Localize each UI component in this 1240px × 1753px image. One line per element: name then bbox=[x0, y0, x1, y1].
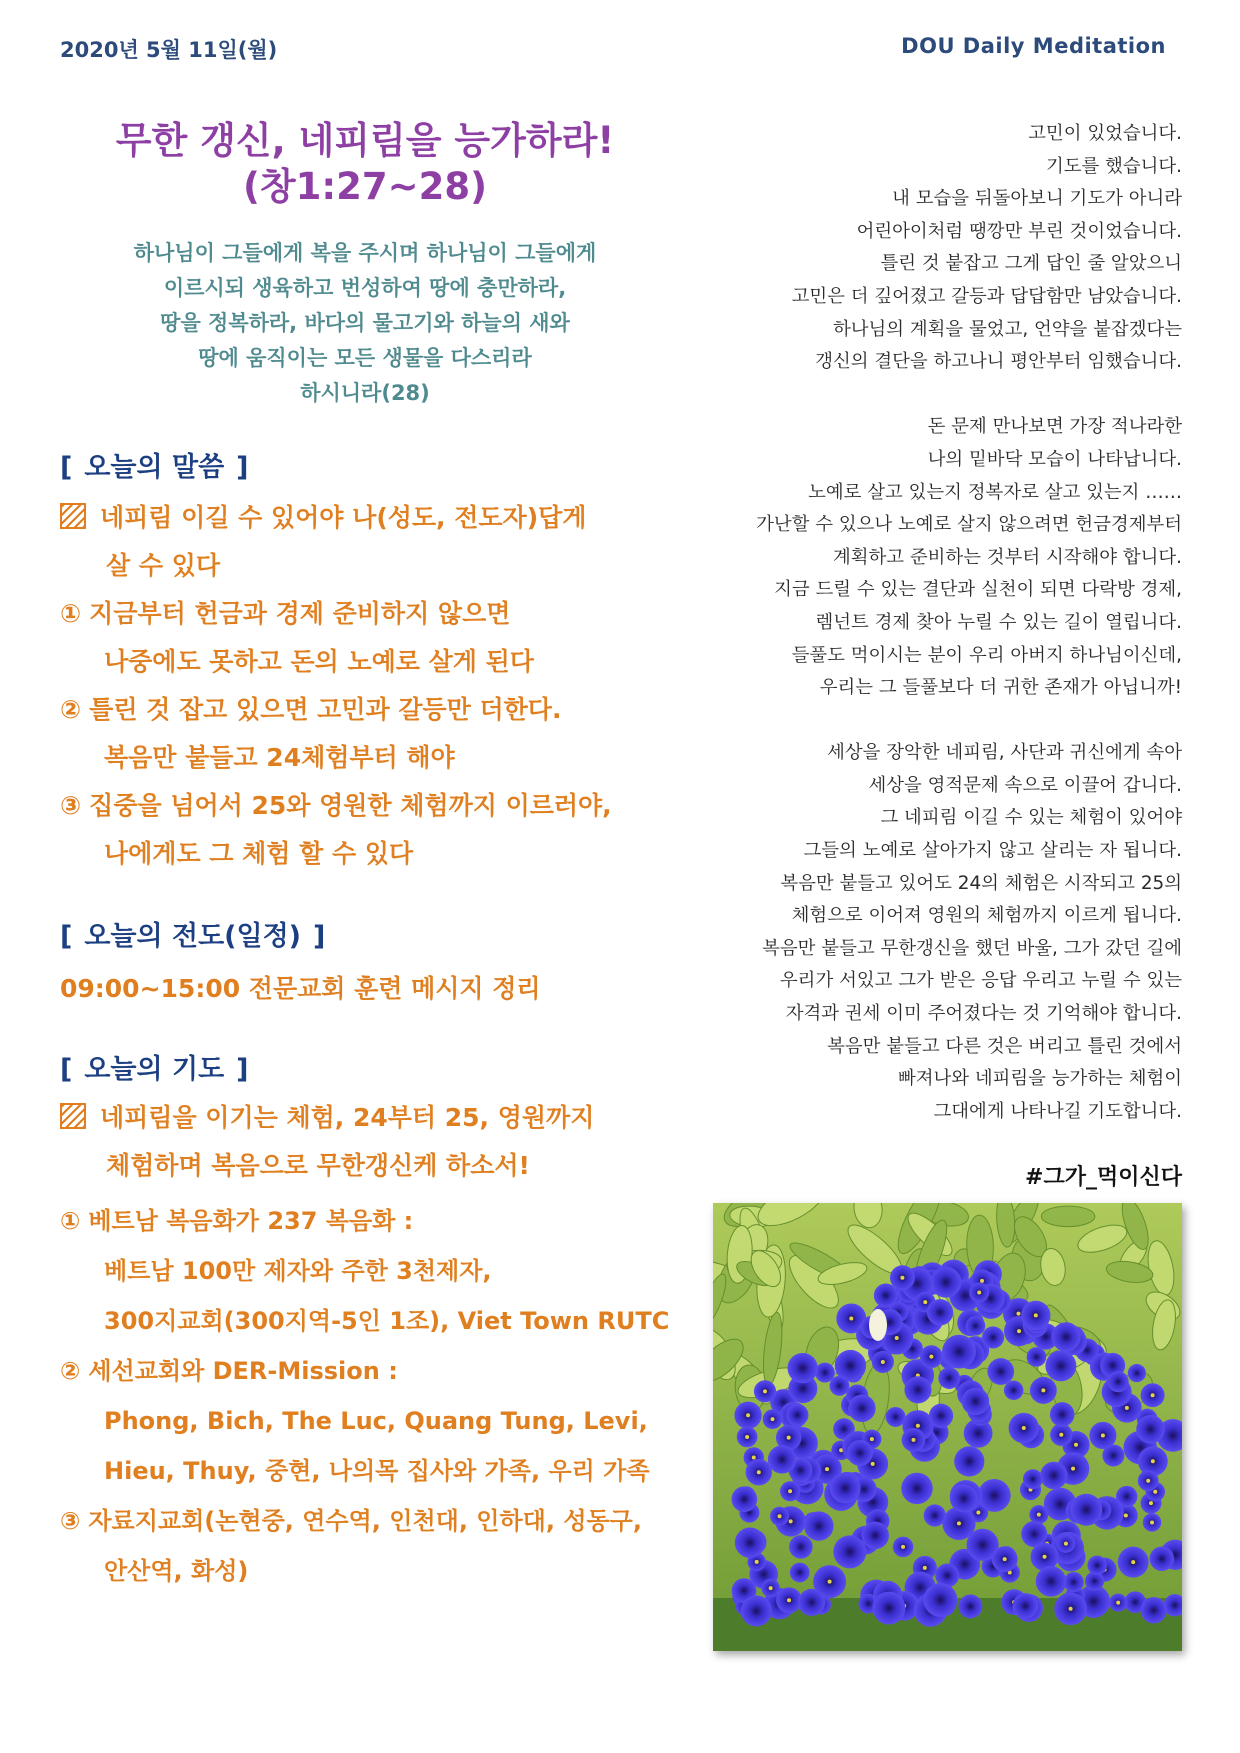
prayer-item-line: 300지교회(300지역-5인 1조), Viet Town RUTC bbox=[104, 1307, 670, 1335]
prayer-heading-text: 오늘의 기도 bbox=[84, 1054, 225, 1085]
prayer-item bbox=[60, 1196, 670, 1246]
word-item-line: 지금부터 헌금과 경제 준비하지 않으면 bbox=[89, 599, 511, 628]
word-item-line: 나중에도 못하고 돈의 노예로 살게 된다 bbox=[104, 647, 534, 676]
meditation-line: 틀린 것 붙잡고 그게 답인 줄 알았으니 bbox=[880, 253, 1182, 275]
word-item bbox=[60, 686, 670, 734]
meditation-line: 복음만 붙들고 무한갱신을 했던 바울, 그가 갔던 길에 bbox=[762, 937, 1182, 959]
item-number: ③ bbox=[60, 1507, 81, 1535]
bracket-close: ] bbox=[236, 452, 249, 483]
page-title bbox=[60, 118, 670, 210]
meditation-line: 노예로 살고 있는지 정복자로 살고 있는지 …… bbox=[808, 481, 1182, 503]
meditation-line: 들풀도 먹이시는 분이 우리 아버지 하나님이신데, bbox=[791, 644, 1182, 666]
prayer-item-line: 베트남 100만 제자와 주한 3천제자, bbox=[104, 1257, 492, 1285]
item-number: ③ bbox=[60, 791, 82, 820]
meditation-line: 우리가 서있고 그가 받은 응답 우리고 누릴 수 있는 bbox=[779, 970, 1182, 992]
flower-photo bbox=[713, 1203, 1182, 1651]
meditation-line: 복음만 붙들고 다른 것은 버리고 틀린 것에서 bbox=[827, 1035, 1182, 1057]
word-main-line: 네피림 이길 수 있어야 나(성도, 전도자)답게 bbox=[100, 503, 587, 532]
meditation-line: 나의 밑바닥 모습이 나타납니다. bbox=[927, 448, 1182, 470]
prayer-main-text: 네피림을 이기는 체험, 24부터 25, 영원까지 bbox=[100, 1103, 595, 1132]
word-item bbox=[60, 782, 670, 830]
schedule-heading-text: 오늘의 전도(일정) bbox=[84, 921, 301, 952]
bracket-open: [ bbox=[60, 1054, 73, 1085]
meditation-line: 내 모습을 뒤돌아보니 기도가 아니라 bbox=[892, 188, 1182, 210]
verse-line: 하시니라(28) bbox=[300, 381, 430, 405]
word-main bbox=[60, 494, 670, 542]
title-line-2: (창1:27~28) bbox=[242, 165, 488, 208]
prayer-item-line: Phong, Bich, The Luc, Quang Tung, Levi, bbox=[104, 1407, 648, 1435]
item-number: ② bbox=[60, 1357, 81, 1385]
prayer-list bbox=[60, 1196, 670, 1596]
schedule-heading bbox=[60, 914, 670, 953]
meditation-line: 갱신의 결단을 하고나니 평안부터 임했습니다. bbox=[815, 351, 1182, 373]
verse-line: 땅을 정복하라, 바다의 물고기와 하늘의 새와 bbox=[160, 311, 570, 335]
meditation-line: 가난할 수 있으나 노예로 살지 않으려면 헌금경제부터 bbox=[756, 514, 1182, 536]
meditation-line: 어린아이처럼 땡깡만 부린 것이었습니다. bbox=[856, 220, 1182, 242]
left-column bbox=[60, 118, 670, 1596]
header-title: DOU Daily Meditation bbox=[901, 34, 1166, 58]
item-number: ① bbox=[60, 1207, 81, 1235]
prayer-item-line: 안산역, 화성) bbox=[104, 1557, 249, 1585]
meditation-line: 돈 문제 만나보면 가장 적나라한 bbox=[927, 416, 1182, 438]
meditation-line: 고민은 더 깊어졌고 갈등과 답답함만 남았습니다. bbox=[791, 285, 1182, 307]
meditation-paragraph bbox=[690, 118, 1182, 379]
prayer-main bbox=[60, 1094, 670, 1190]
verse-line: 하나님이 그들에게 복을 주시며 하나님이 그들에게 bbox=[133, 241, 597, 265]
prayer-item-line: Hieu, Thuy, 중현, 나의목 집사와 가족, 우리 가족 bbox=[104, 1457, 650, 1485]
prayer-item-line: 베트남 복음화가 237 복음화 : bbox=[88, 1207, 414, 1235]
word-item bbox=[60, 590, 670, 638]
item-number: ① bbox=[60, 599, 82, 628]
word-item-line: 집중을 넘어서 25와 영원한 체험까지 이르러야, bbox=[89, 791, 612, 820]
meditation-paragraph bbox=[690, 411, 1182, 704]
meditation-line: 고민이 있었습니다. bbox=[1028, 123, 1182, 144]
prayer-item-line: 세선교회와 DER-Mission : bbox=[88, 1357, 398, 1385]
word-heading bbox=[60, 445, 670, 484]
hatched-square-icon bbox=[60, 1103, 86, 1129]
prayer-main-line: 체험하며 복음으로 무한갱신케 하소서! bbox=[106, 1151, 530, 1180]
bracket-close: ] bbox=[313, 921, 326, 952]
title-line-1: 무한 갱신, 네피림을 능가하라! bbox=[115, 119, 615, 162]
meditation-line: 자격과 권세 이미 주어졌다는 것 기억해야 합니다. bbox=[785, 1003, 1182, 1025]
meditation-paragraph bbox=[690, 737, 1182, 1128]
word-item-line: 나에게도 그 체험 할 수 있다 bbox=[104, 839, 414, 868]
meditation-line: 복음만 붙들고 있어도 24의 체험은 시작되고 25의 bbox=[780, 872, 1182, 894]
word-item-line: 틀린 것 잡고 있으면 고민과 갈등만 더한다. bbox=[89, 695, 562, 724]
meditation-line: 그 네피림 이길 수 있는 체험이 있어야 bbox=[880, 807, 1182, 829]
bracket-open: [ bbox=[60, 921, 73, 952]
prayer-item bbox=[60, 1496, 670, 1546]
word-main-line: 살 수 있다 bbox=[106, 551, 221, 580]
meditation-line: 렘넌트 경제 찾아 누릴 수 있는 길이 열립니다. bbox=[815, 611, 1182, 633]
word-item-line: 복음만 붙들고 24체험부터 해야 bbox=[104, 743, 455, 772]
meditation-line: 하나님의 계획을 물었고, 언약을 붙잡겠다는 bbox=[832, 318, 1182, 340]
meditation-text bbox=[690, 118, 1182, 1161]
prayer-main-line bbox=[60, 1094, 670, 1142]
meditation-line: 우리는 그 들풀보다 더 귀한 존재가 아닙니까! bbox=[819, 677, 1182, 699]
meditation-line: 지금 드릴 수 있는 결단과 실천이 되면 다락방 경제, bbox=[774, 579, 1182, 601]
schedule-text: 09:00~15:00 전문교회 훈련 메시지 정리 bbox=[60, 974, 541, 1003]
prayer-heading bbox=[60, 1047, 670, 1086]
meditation-line: 기도를 했습니다. bbox=[1045, 155, 1182, 177]
scripture-verse bbox=[60, 236, 670, 411]
meditation-line: 빠져나와 네피림을 능가하는 체험이 bbox=[897, 1068, 1182, 1090]
meditation-line: 그대에게 나타나길 기도합니다. bbox=[933, 1100, 1182, 1122]
meditation-line: 그들의 노예로 살아가지 않고 살리는 자 됩니다. bbox=[803, 840, 1182, 862]
bracket-open: [ bbox=[60, 452, 73, 483]
meditation-line: 체험으로 이어져 영원의 체험까지 이르게 됩니다. bbox=[791, 905, 1182, 927]
prayer-item-line: 자료지교회(논현중, 연수역, 인천대, 인하대, 성동구, bbox=[88, 1507, 642, 1535]
meditation-line: 세상을 장악한 네피림, 사단과 귀신에게 속아 bbox=[827, 742, 1182, 764]
hashtag: #그가_먹이신다 bbox=[1025, 1165, 1182, 1190]
verse-line: 땅에 움직이는 모든 생물을 다스리라 bbox=[198, 346, 532, 370]
meditation-line: 계획하고 준비하는 것부터 시작해야 합니다. bbox=[832, 546, 1182, 568]
header-date: 2020년 5월 11일(월) bbox=[60, 38, 278, 62]
item-number: ② bbox=[60, 695, 82, 724]
word-section bbox=[60, 494, 670, 878]
verse-line: 이르시되 생육하고 번성하여 땅에 충만하라, bbox=[163, 276, 567, 300]
bracket-close: ] bbox=[236, 1054, 249, 1085]
hatched-square-icon bbox=[60, 503, 86, 529]
prayer-item bbox=[60, 1346, 670, 1396]
meditation-line: 세상을 영적문제 속으로 이끌어 갑니다. bbox=[868, 774, 1182, 796]
word-heading-text: 오늘의 말씀 bbox=[84, 452, 225, 483]
